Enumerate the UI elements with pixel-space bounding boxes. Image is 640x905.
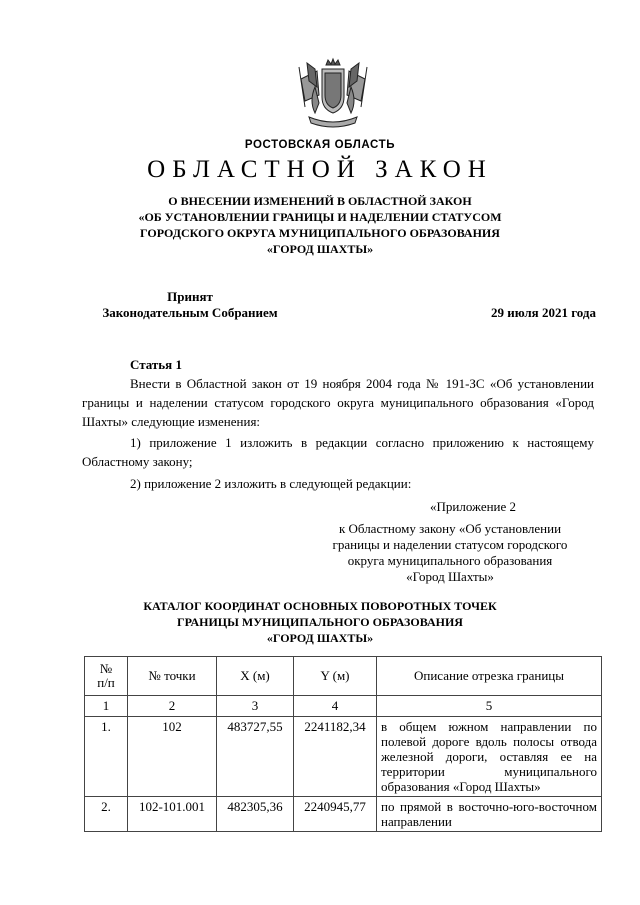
title-line: О ВНЕСЕНИИ ИЗМЕНЕНИЙ В ОБЛАСТНОЙ ЗАКОН xyxy=(168,194,472,208)
title-line: «ОБ УСТАНОВЛЕНИИ ГРАНИЦЫ И НАДЕЛЕНИИ СТАТУСОМ xyxy=(138,210,502,224)
article-paragraph: 1) приложение 1 изложить в редакции согласно приложению к настоящему Областному закону; xyxy=(82,435,594,469)
row-y: 2240945,77 xyxy=(294,797,377,832)
row-description: в общем южном направлении по полевой дороге вдоль полосы отвода железной дороги, оставляя ее на территории муниципального образования «Город Шахты» xyxy=(377,717,602,797)
row-point: 102-101.001 xyxy=(128,797,217,832)
column-header-point: № точки xyxy=(128,657,217,696)
table-cell: 3 xyxy=(217,696,294,717)
row-number: 2. xyxy=(85,797,128,832)
table-cell: 1 xyxy=(85,696,128,717)
row-point: 102 xyxy=(128,717,217,797)
table-row xyxy=(85,797,602,832)
document-type: ОБЛАСТНОЙ ЗАКОН xyxy=(147,156,493,183)
column-header-text: № xyxy=(99,661,113,676)
table-cell: 5 xyxy=(377,696,602,717)
adopted-label: Принят xyxy=(167,289,213,304)
table-header-row xyxy=(85,657,602,696)
adoption-block xyxy=(82,289,298,321)
column-header-number xyxy=(85,657,128,696)
coat-of-arms-icon xyxy=(295,57,371,131)
column-header-y: Y (м) xyxy=(294,657,377,696)
row-description: по прямой в восточно-юго-восточном направлении xyxy=(377,797,602,832)
table-cell: 2 xyxy=(128,696,217,717)
article-paragraph: Внести в Областной закон от 19 ноября 2004 года № 191-ЗС «Об установлении границы и наделении статусом городского округа муниципального образования «Город Шахты» следующие изменения: xyxy=(82,376,594,429)
appendix-ref-line: округа муниципального образования xyxy=(347,553,553,568)
row-x: 483727,55 xyxy=(217,717,294,797)
column-header-x: X (м) xyxy=(217,657,294,696)
table-index-row xyxy=(85,696,602,717)
appendix-ref-line: к Областному закону «Об установлении xyxy=(338,521,562,536)
catalog-title-line: «ГОРОД ШАХТЫ» xyxy=(266,631,374,645)
appendix-ref-line: «Город Шахты» xyxy=(406,569,494,584)
region-name: РОСТОВСКАЯ ОБЛАСТЬ xyxy=(244,139,396,151)
coordinates-table xyxy=(84,656,602,832)
column-header-description: Описание отрезка границы xyxy=(377,657,602,696)
table-row xyxy=(85,717,602,797)
appendix-number: «Приложение 2 xyxy=(430,499,517,514)
column-header-text: п/п xyxy=(97,675,115,690)
catalog-title-line: ГРАНИЦЫ МУНИЦИПАЛЬНОГО ОБРАЗОВАНИЯ xyxy=(177,615,463,629)
article-heading: Статья 1 xyxy=(130,357,182,372)
title-line: ГОРОДСКОГО ОКРУГА МУНИЦИПАЛЬНОГО ОБРАЗОВАНИЯ xyxy=(140,226,500,240)
document-title xyxy=(0,193,640,257)
row-y: 2241182,34 xyxy=(294,717,377,797)
title-line: «ГОРОД ШАХТЫ» xyxy=(266,242,374,256)
catalog-title xyxy=(0,598,640,646)
row-number: 1. xyxy=(85,717,128,797)
appendix-reference xyxy=(300,521,600,585)
adoption-date: 29 июля 2021 года xyxy=(491,305,596,320)
table-cell: 4 xyxy=(294,696,377,717)
catalog-title-line: КАТАЛОГ КООРДИНАТ ОСНОВНЫХ ПОВОРОТНЫХ ТОЧЕК xyxy=(143,599,497,613)
appendix-ref-line: границы и наделении статусом городского xyxy=(332,537,568,552)
row-x: 482305,36 xyxy=(217,797,294,832)
adopted-by: Законодательным Собранием xyxy=(102,305,278,320)
article-paragraph: 2) приложение 2 изложить в следующей редакции: xyxy=(130,476,412,491)
